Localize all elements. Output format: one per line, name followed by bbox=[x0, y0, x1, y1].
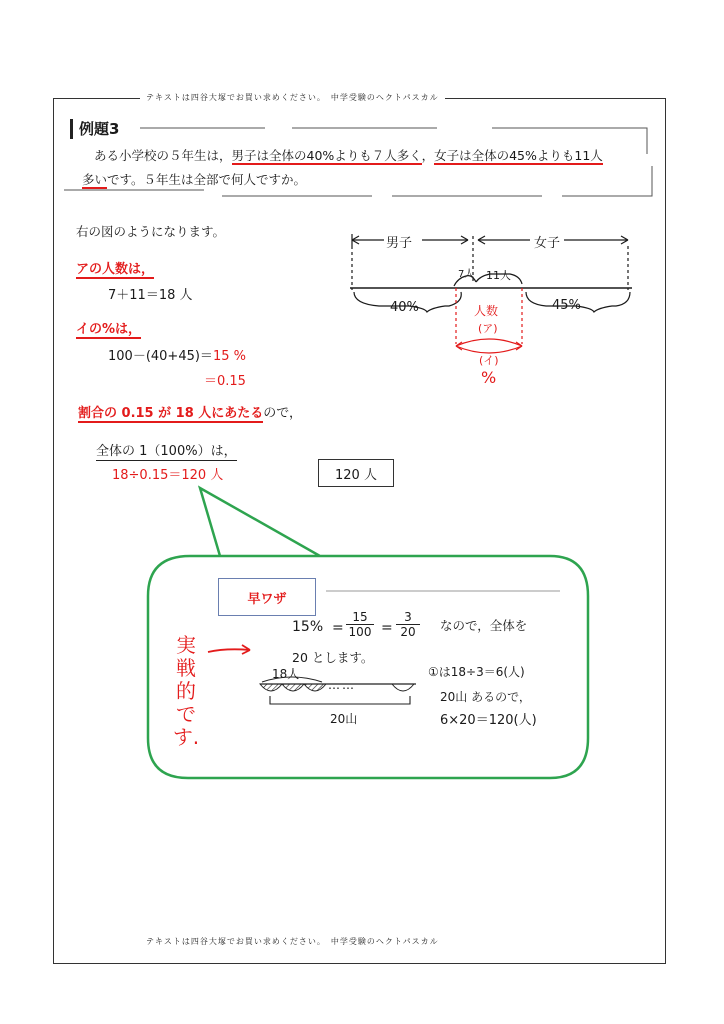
fraction-2-numerator: 3 bbox=[396, 610, 420, 625]
jissenteki-char-4: で bbox=[176, 702, 196, 726]
example-title: 例題3 bbox=[70, 119, 119, 139]
footer-text: テキストは四谷大塚でお買い求めください。 中学受験のヘクトパスカル bbox=[140, 936, 445, 947]
diagram-i-mark: (イ) bbox=[479, 354, 499, 367]
diagram-percent-mark: % bbox=[481, 368, 497, 387]
bar-top-label: 18人 bbox=[272, 667, 300, 681]
problem-boys-condition: 男子は全体の40%よりも７人多く bbox=[231, 148, 422, 163]
whole-calc: 18÷0.15＝120 人 bbox=[112, 468, 224, 483]
bar-bottom-label: 20山 bbox=[330, 712, 358, 726]
answer-box: 120 人 bbox=[318, 459, 394, 487]
fraction-1-denominator: 100 bbox=[348, 625, 372, 639]
i-percent-calc-line2: ＝0.15 bbox=[204, 374, 246, 389]
diagram-eleven-label: 11人 bbox=[486, 269, 511, 282]
hayawaza-tag: 早ワザ bbox=[218, 578, 316, 616]
fraction-2-denominator: 20 bbox=[400, 625, 416, 639]
i-percent-calc-line1 bbox=[108, 345, 246, 364]
note-line-1: ①は18÷3＝6(人) bbox=[428, 665, 525, 679]
fraction-1-numerator: 15 bbox=[346, 610, 374, 625]
a-count-label: アの人数は， bbox=[76, 258, 154, 279]
red-lens bbox=[456, 339, 522, 353]
ratio-conjunction: ので， bbox=[263, 406, 303, 421]
jissenteki-char-3: 的 bbox=[176, 679, 196, 703]
diagram-45-label: 45% bbox=[552, 298, 581, 313]
problem-line-1 bbox=[74, 144, 639, 168]
problem-text bbox=[74, 144, 639, 192]
note-line-3: 6×20＝120(人) bbox=[440, 713, 537, 728]
fraction-2 bbox=[396, 610, 420, 639]
diagram-boys-label: 男子 bbox=[384, 232, 414, 251]
fraction-1 bbox=[346, 610, 374, 639]
ratio-statement bbox=[78, 402, 302, 421]
equals-1: = bbox=[332, 620, 344, 636]
header-text: テキストは四谷大塚でお買い求めください。 中学受験のヘクトパスカル bbox=[140, 92, 445, 103]
jissenteki-char-2: 戦 bbox=[176, 656, 196, 680]
red-arrow-icon bbox=[206, 640, 256, 660]
red-lens-arrows bbox=[456, 342, 522, 350]
i-percent-result: 15 % bbox=[212, 349, 246, 364]
i-percent-expr: 100－(40+45)＝ bbox=[108, 349, 213, 364]
jissenteki-vertical bbox=[168, 634, 204, 749]
diagram-ninzu-label: 人数 bbox=[474, 304, 499, 318]
ratio-key-phrase: 割合の 0.15 が 18 人にあたる bbox=[78, 406, 264, 421]
a-count-calc: 7＋11＝18 人 bbox=[108, 288, 193, 303]
problem-comma: ， bbox=[421, 148, 435, 163]
solution-intro: 右の図のようになります。 bbox=[76, 224, 226, 239]
problem-question: です。５年生は全部で何人ですか。 bbox=[107, 172, 307, 187]
diagram-seven-label: 7人 bbox=[458, 269, 475, 280]
problem-girls-condition-end: 多い bbox=[82, 172, 108, 187]
diagram-girls-label: 女子 bbox=[532, 232, 562, 251]
after-fraction-text: なので，全体を bbox=[440, 618, 528, 633]
diagram-a-mark: (ア) bbox=[478, 322, 498, 335]
note-line-2: 20山 あるので， bbox=[440, 690, 531, 704]
jissenteki-char-5: す. bbox=[172, 725, 200, 749]
problem-girls-condition: 女子は全体の45%よりも11人 bbox=[434, 148, 603, 163]
jissenteki-char-1: 実 bbox=[176, 633, 196, 657]
problem-text-a: ある小学校の５年生は， bbox=[94, 148, 232, 163]
twenty-text: 20 とします。 bbox=[292, 650, 374, 665]
equals-2: = bbox=[381, 620, 393, 636]
i-percent-label: イの%は， bbox=[76, 318, 141, 339]
whole-label: 全体の 1（100%）は， bbox=[96, 440, 237, 461]
problem-line-2 bbox=[74, 168, 639, 192]
fraction-lhs: 15% bbox=[292, 619, 324, 635]
bar-dots: …… bbox=[328, 678, 356, 692]
diagram-40-label: 40% bbox=[390, 300, 419, 315]
